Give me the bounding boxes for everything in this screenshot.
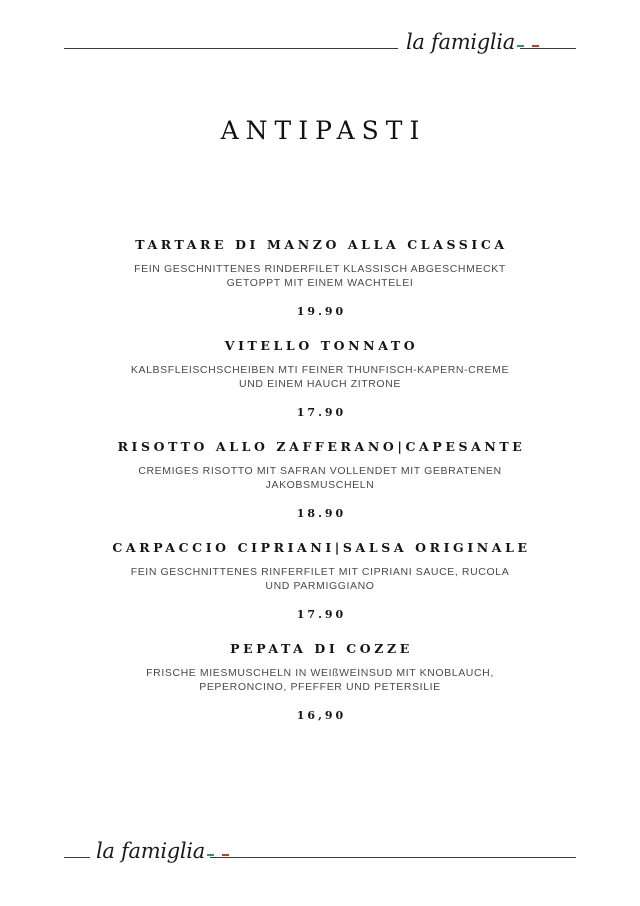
menu-item	[0, 540, 640, 641]
menu-item-name: TARTARE DI MANZO ALLA CLASSICA	[135, 237, 508, 252]
menu-item	[0, 237, 640, 338]
header-logo-text: la famiglia	[406, 30, 515, 54]
footer-logo-text: la famiglia	[96, 839, 205, 863]
footer-logo	[96, 839, 229, 863]
menu-item-description-line: KALBSFLEISCHSCHEIBEN MTI FEINER THUNFISCH-KAPERN-CREME	[130, 364, 510, 376]
menu-item-name: PEPATA DI COZZE	[230, 641, 413, 656]
header-rule-right	[520, 48, 576, 49]
menu-item-price: 18.90	[296, 507, 347, 520]
menu-item-description-line: FEIN GESCHNITTENES RINFERFILET MIT CIPRIANI SAUCE, RUCOLA	[130, 566, 510, 578]
header-rule-left	[64, 48, 398, 49]
menu-item-description	[0, 666, 640, 694]
menu-item-description	[0, 565, 640, 593]
flag-green-mark	[207, 854, 214, 856]
header-logo	[406, 30, 539, 54]
menu-item	[0, 641, 640, 742]
footer-rule-right	[210, 857, 576, 858]
menu-item-description-line: FEIN GESCHNITTENES RINDERFILET KLASSISCH ABGESCHMECKT	[134, 263, 506, 275]
menu-item-description-line: FRISCHE MIESMUSCHELN IN WEIßWEINSUD MIT KNOBLAUCH,	[146, 667, 494, 679]
page-title: ANTIPASTI	[220, 116, 427, 145]
menu-item-price: 19.90	[296, 305, 347, 318]
menu-item-description	[0, 464, 640, 492]
menu-item-name: VITELLO TONNATO	[224, 338, 419, 353]
menu-item-description-line: UND EINEM HAUCH ZITRONE	[239, 378, 401, 390]
menu-item-name: CARPACCIO CIPRIANI|SALSA ORIGINALE	[112, 540, 531, 555]
menu-item-name: RISOTTO ALLO ZAFFERANO|CAPESANTE	[117, 439, 526, 454]
flag-red-mark	[532, 45, 539, 47]
menu-item-description-line: GETOPPT MIT EINEM WACHTELEI	[226, 277, 414, 289]
menu-item-price: 17.90	[296, 406, 347, 419]
menu-item-description	[0, 262, 640, 290]
footer-rule-left	[64, 857, 90, 858]
menu-item-description	[0, 363, 640, 391]
menu-item	[0, 439, 640, 540]
flag-red-mark	[222, 854, 229, 856]
menu-item	[0, 338, 640, 439]
menu-item-price: 16,90	[296, 709, 347, 722]
menu-item-price: 17.90	[296, 608, 347, 621]
menu-item-description-line: PEPERONCINO, PFEFFER UND PETERSILIE	[199, 681, 441, 693]
menu-list	[0, 237, 640, 742]
flag-green-mark	[517, 45, 524, 47]
menu-item-description-line: CREMIGES RISOTTO MIT SAFRAN VOLLENDET MIT GEBRATENEN	[138, 465, 502, 477]
menu-item-description-line: UND PARMIGGIANO	[265, 580, 375, 592]
menu-item-description-line: JAKOBSMUSCHELN	[265, 479, 375, 491]
